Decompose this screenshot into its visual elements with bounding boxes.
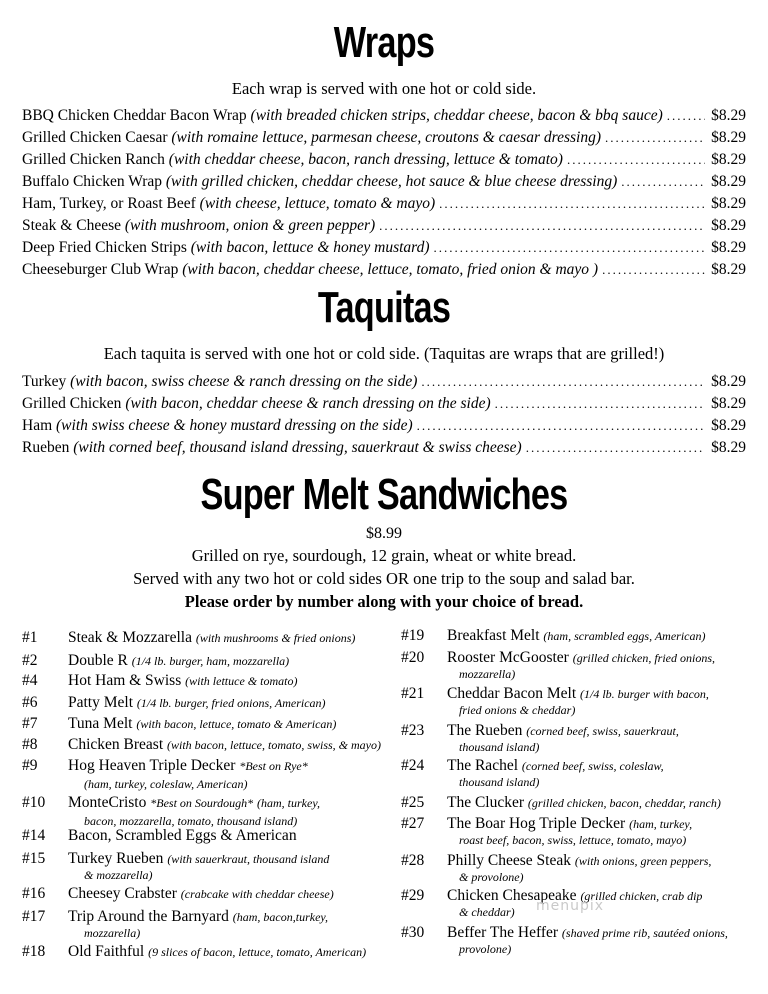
melt-item-number: #10: [22, 794, 46, 811]
melt-item-desc-2: bacon, mozzarella, tomato, thousand island): [84, 814, 298, 828]
melt-item-name: Breakfast Melt: [447, 627, 540, 644]
melt-item-number: #8: [22, 736, 38, 753]
melt-item-desc: (with sauerkraut, thousand island: [167, 852, 330, 866]
melt-item: [401, 722, 751, 758]
melt-item-number: #14: [22, 827, 46, 844]
melt-item: [22, 715, 402, 735]
melt-item-desc: (shaved prime rib, sautéed onions,: [561, 926, 728, 940]
melt-item-desc-2: & mozzarella): [84, 868, 153, 882]
melt-item: [22, 908, 402, 944]
melt-item-number: #28: [401, 852, 425, 869]
melt-item-desc: (9 slices of bacon, lettuce, tomato, American): [148, 945, 367, 959]
taquita-item-name: Rueben: [22, 439, 70, 456]
wrap-item: [22, 239, 746, 261]
melt-item-desc: (corned beef, swiss, sauerkraut,: [526, 724, 679, 738]
melt-item-desc-2: provolone): [459, 942, 512, 956]
melt-item-number: #27: [401, 815, 425, 832]
melt-item-desc-2: & provolone): [459, 870, 524, 884]
super-melt-line-3: Please order by number along with your choice of bread.: [184, 592, 584, 611]
melt-item-number: #2: [22, 652, 38, 669]
taquita-item-desc: (with bacon, swiss cheese & ranch dressing on the side): [70, 373, 418, 390]
wrap-item: [22, 195, 746, 217]
melt-item-name: Beffer The Heffer: [447, 924, 559, 941]
melt-item: [22, 652, 402, 672]
taquita-item-desc: (with bacon, cheddar cheese & ranch dressing on the side): [125, 395, 491, 412]
wrap-item-price: $8.29: [711, 107, 746, 124]
wrap-item-name: Grilled Chicken Ranch: [22, 151, 165, 168]
wrap-item-desc: (with mushroom, onion & green pepper): [124, 217, 376, 234]
melt-item-name: Steak & Mozzarella: [68, 629, 192, 646]
melt-item-note: *Best on Sourdough*: [150, 796, 254, 810]
melt-item-name: The Rachel: [447, 757, 519, 774]
wrap-item-desc: (with bacon, cheddar cheese, lettuce, tomato, fried onion & mayo ): [182, 261, 599, 278]
melt-item: [22, 694, 402, 714]
melt-item-number: #7: [22, 715, 38, 732]
wrap-item-price: $8.29: [711, 239, 746, 256]
taquita-item: [22, 373, 746, 395]
wrap-item: [22, 173, 746, 195]
melt-item-desc: (1/4 lb. burger with bacon,: [580, 687, 709, 701]
taquita-item-name: Turkey: [22, 373, 67, 390]
wrap-item: [22, 107, 746, 129]
melt-item-desc: (grilled chicken, fried onions,: [572, 651, 716, 665]
wrap-item-desc: (with grilled chicken, cheddar cheese, hot sauce & blue cheese dressing): [165, 173, 618, 190]
melt-item: [401, 852, 751, 888]
melt-item-name: Chicken Chesapeake: [447, 887, 577, 904]
melt-item-number: #6: [22, 694, 38, 711]
melt-item-number: #25: [401, 794, 425, 811]
melt-item-desc: (1/4 lb. burger, fried onions, American): [136, 696, 326, 710]
melt-item-name: Rooster McGooster: [447, 649, 569, 666]
melt-item-number: #30: [401, 924, 425, 941]
melt-item-desc-2: (ham, turkey, coleslaw, American): [84, 777, 248, 791]
taquita-item-price: $8.29: [711, 417, 746, 434]
melt-item-number: #29: [401, 887, 425, 904]
wrap-item: [22, 261, 746, 283]
taquita-item: [22, 395, 746, 417]
wrap-item-price: $8.29: [711, 217, 746, 234]
melt-item-name: Hog Heaven Triple Decker: [68, 757, 236, 774]
wrap-item-name: BBQ Chicken Cheddar Bacon Wrap: [22, 107, 247, 124]
melt-item-name: MonteCristo: [68, 794, 147, 811]
melt-item-desc: (ham, turkey,: [257, 796, 320, 810]
super-melt-line-1: Grilled on rye, sourdough, 12 grain, wheat or white bread.: [191, 546, 577, 565]
super-melt-title: Super Melt Sandwiches: [200, 470, 568, 519]
melt-item-name: Cheesey Crabster: [68, 885, 177, 902]
melt-item-number: #9: [22, 757, 38, 774]
taquita-item: [22, 439, 746, 461]
melt-item-name: Hot Ham & Swiss: [68, 672, 182, 689]
melt-item: [401, 815, 751, 851]
melt-item-desc: (1/4 lb. burger, ham, mozzarella): [131, 654, 290, 668]
melt-item-name: Tuna Melt: [68, 715, 133, 732]
melt-item-desc-2: fried onions & cheddar): [459, 703, 576, 717]
melt-item: [401, 794, 751, 814]
melt-item-name: The Rueben: [447, 722, 523, 739]
melt-item-desc: (with mushrooms & fried onions): [195, 631, 356, 645]
taquitas-title: Taquitas: [317, 283, 451, 332]
melt-item-number: #16: [22, 885, 46, 902]
wrap-item-desc: (with bacon, lettuce & honey mustard): [190, 239, 430, 256]
wrap-item-name: Steak & Cheese: [22, 217, 122, 234]
melt-item-name: The Boar Hog Triple Decker: [447, 815, 626, 832]
melt-item-desc: (with bacon, lettuce, tomato & American): [136, 717, 337, 731]
melt-item-name: Trip Around the Barnyard: [68, 908, 229, 925]
melt-item-desc: (ham, bacon,turkey,: [232, 910, 329, 924]
wrap-item-price: $8.29: [711, 129, 746, 146]
melt-item: [22, 850, 402, 886]
melt-item: [401, 685, 751, 721]
taquita-item-desc: (with swiss cheese & honey mustard dressing on the side): [56, 417, 413, 434]
melt-item-desc: (with lettuce & tomato): [185, 674, 298, 688]
wrap-item: [22, 129, 746, 151]
melt-item: [401, 757, 751, 793]
melt-item-note: *Best on Rye*: [239, 759, 308, 773]
wrap-item-price: $8.29: [711, 173, 746, 190]
wrap-item-desc: (with romaine lettuce, parmesan cheese, croutons & caesar dressing): [171, 129, 601, 146]
melt-item-name: Turkey Rueben: [68, 850, 164, 867]
wraps-title: Wraps: [333, 18, 435, 67]
melt-item-desc: (ham, scrambled eggs, American): [543, 629, 706, 643]
melt-item-number: #20: [401, 649, 425, 666]
watermark: menupix: [536, 898, 605, 914]
wrap-item-price: $8.29: [711, 261, 746, 278]
wrap-item: [22, 217, 746, 239]
wraps-subtitle: Each wrap is served with one hot or cold side.: [231, 79, 537, 98]
super-melt-price: $8.99: [366, 525, 402, 542]
melt-item-number: #17: [22, 908, 46, 925]
melt-item-desc-2: thousand island): [459, 775, 540, 789]
melt-item-name: Bacon, Scrambled Eggs & American: [68, 827, 297, 844]
melt-item-desc: (grilled chicken, crab dip: [580, 889, 703, 903]
taquitas-subtitle: Each taquita is served with one hot or cold side. (Taquitas are wraps that are grilled!): [103, 344, 665, 363]
melt-item: [401, 924, 751, 960]
melt-item-desc: (grilled chicken, bacon, cheddar, ranch): [527, 796, 721, 810]
super-melt-line-2: Served with any two hot or cold sides OR one trip to the soup and salad bar.: [133, 569, 635, 588]
taquita-item-name: Grilled Chicken: [22, 395, 122, 412]
wrap-item-desc: (with breaded chicken strips, cheddar cheese, bacon & bbq sauce): [250, 107, 663, 124]
melt-item-number: #19: [401, 627, 425, 644]
melt-item: [22, 672, 402, 692]
melt-item-desc: (crabcake with cheddar cheese): [180, 887, 334, 901]
taquita-item-name: Ham: [22, 417, 53, 434]
melt-item-number: #4: [22, 672, 38, 689]
melt-item-name: Philly Cheese Steak: [447, 852, 571, 869]
melt-item: [22, 736, 402, 756]
melt-item-number: #23: [401, 722, 425, 739]
melt-item-number: #18: [22, 943, 46, 960]
melt-item-number: #15: [22, 850, 46, 867]
melt-item: [401, 649, 751, 685]
melt-item-desc-2: thousand island): [459, 740, 540, 754]
melt-item: [22, 827, 402, 847]
melt-item-name: The Clucker: [447, 794, 525, 811]
taquita-item-desc: (with corned beef, thousand island dressing, sauerkraut & swiss cheese): [73, 439, 522, 456]
melt-item-name: Chicken Breast: [68, 736, 164, 753]
taquita-item: [22, 417, 746, 439]
melt-item-name: Cheddar Bacon Melt: [447, 685, 577, 702]
wrap-item-name: Grilled Chicken Caesar: [22, 129, 168, 146]
melt-item: [22, 757, 402, 793]
wrap-item: [22, 151, 746, 173]
melt-item: [401, 627, 751, 647]
melt-item-number: #1: [22, 629, 38, 646]
melt-item-desc: (ham, turkey,: [629, 817, 693, 831]
melt-item-desc: (with onions, green peppers,: [574, 854, 712, 868]
melt-item: [22, 885, 402, 905]
melt-item-desc-2: & cheddar): [459, 905, 515, 919]
melt-item-number: #24: [401, 757, 425, 774]
melt-item-desc: (with bacon, lettuce, tomato, swiss, & mayo): [167, 738, 381, 752]
melt-item-desc-2: mozzarella): [459, 667, 516, 681]
wrap-item-name: Ham, Turkey, or Roast Beef: [22, 195, 196, 212]
taquita-item-price: $8.29: [711, 395, 746, 412]
melt-item-name: Patty Melt: [68, 694, 134, 711]
wrap-item-name: Buffalo Chicken Wrap: [22, 173, 162, 190]
melt-item: [22, 629, 402, 649]
melt-item: [22, 943, 402, 963]
wrap-item-desc: (with cheddar cheese, bacon, ranch dressing, lettuce & tomato): [168, 151, 563, 168]
wrap-item-price: $8.29: [711, 151, 746, 168]
wrap-item-name: Deep Fried Chicken Strips: [22, 239, 187, 256]
melt-item: [22, 794, 402, 830]
melt-item-desc-2: mozzarella): [84, 926, 141, 940]
melt-item-name: Double R: [68, 652, 128, 669]
wrap-item-desc: (with cheese, lettuce, tomato & mayo): [199, 195, 436, 212]
wrap-item-name: Cheeseburger Club Wrap: [22, 261, 179, 278]
melt-item-desc: (corned beef, swiss, coleslaw,: [521, 759, 664, 773]
melt-item-name: Old Faithful: [68, 943, 145, 960]
melt-item-number: #21: [401, 685, 425, 702]
wrap-item-price: $8.29: [711, 195, 746, 212]
melt-item-desc-2: roast beef, bacon, swiss, lettuce, tomato, mayo): [459, 833, 687, 847]
taquita-item-price: $8.29: [711, 373, 746, 390]
taquita-item-price: $8.29: [711, 439, 746, 456]
